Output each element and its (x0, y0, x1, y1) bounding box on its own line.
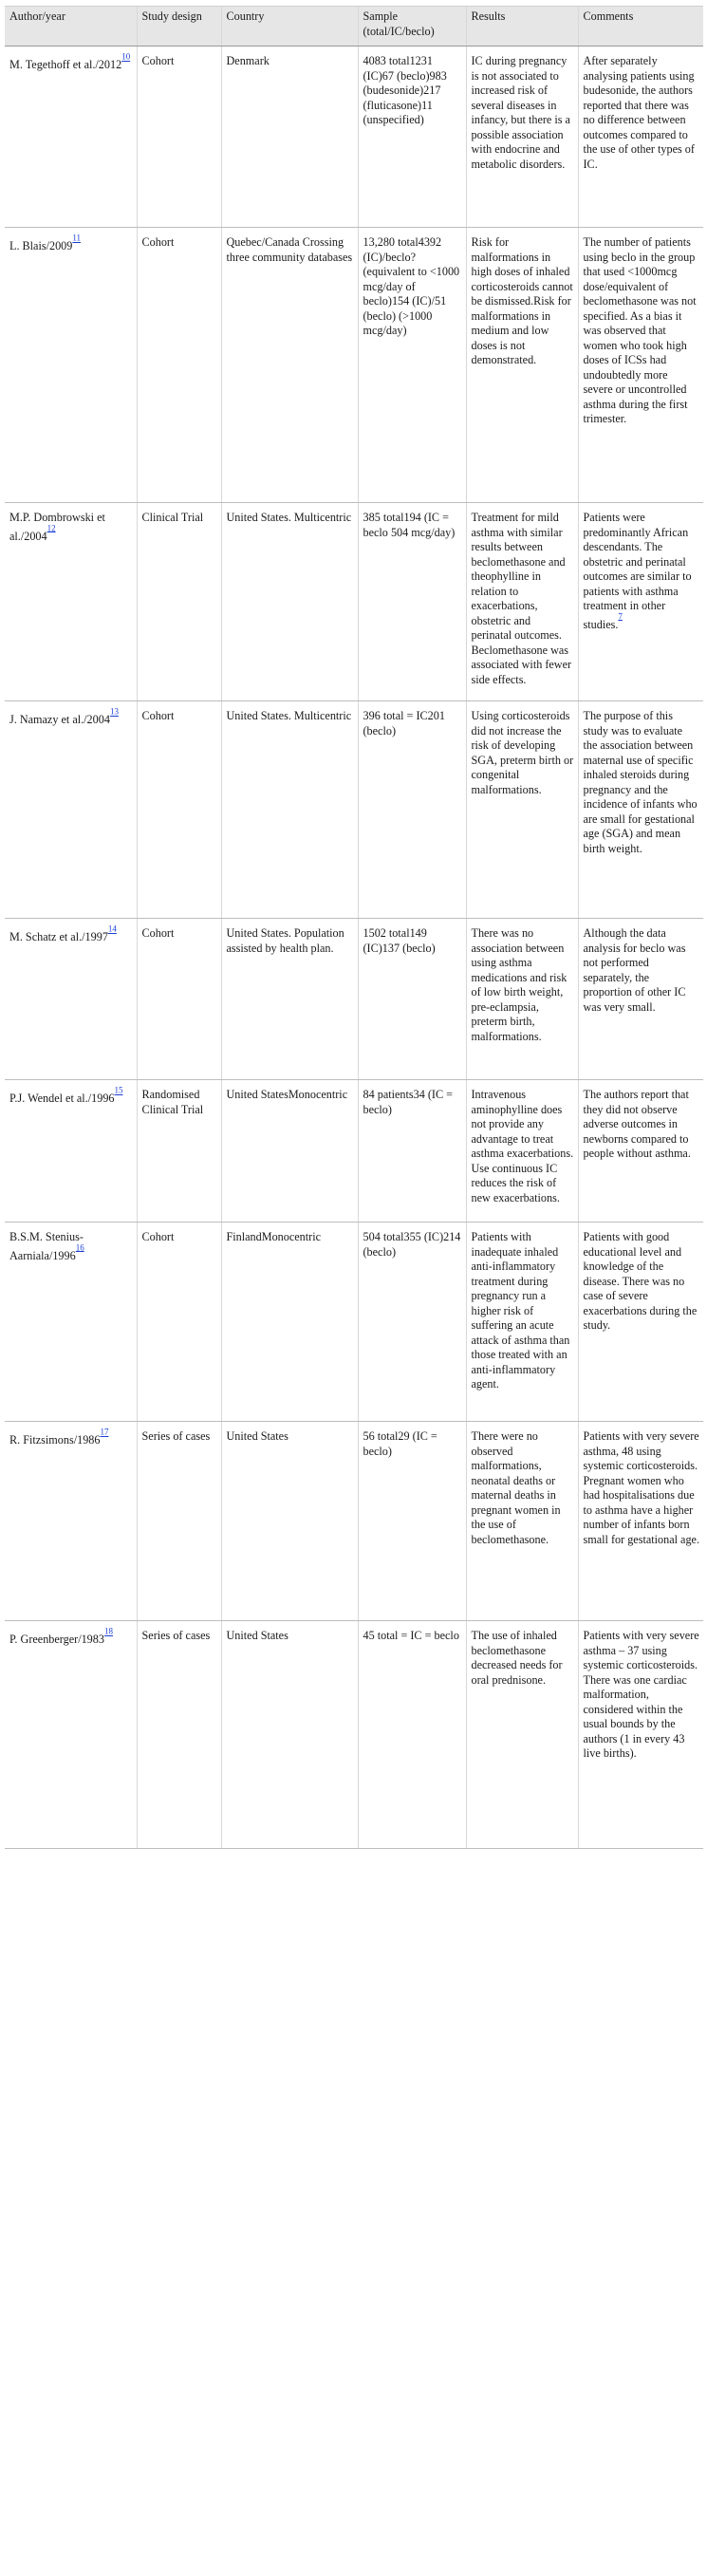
reference-link[interactable]: 15 (114, 1085, 123, 1095)
cell-author-year (5, 47, 137, 228)
cell-results: There was no association between using asthma medications and risk of low birth weight, pre-eclampsia, preterm birth, malformations. (466, 919, 578, 1080)
cell-sample: 84 patients34 (IC = beclo) (358, 1080, 466, 1223)
cell-author-year (5, 1080, 137, 1223)
cell-study-design: Randomised Clinical Trial (137, 1080, 221, 1223)
author-text: M. Schatz et al./1997 (9, 930, 108, 944)
table-row (5, 503, 703, 701)
reference-link[interactable]: 12 (47, 523, 56, 533)
cell-sample: 1502 total149 (IC)137 (beclo) (358, 919, 466, 1080)
reference-link[interactable]: 13 (109, 706, 119, 717)
cell-author-year (5, 919, 137, 1080)
table-row (5, 228, 703, 503)
cell-sample: 4083 total1231 (IC)67 (beclo)983 (budesonide)217 (fluticasone)11 (unspecified) (358, 47, 466, 228)
cell-comments (578, 503, 703, 701)
studies-table-container (5, 6, 703, 1849)
cell-sample: 45 total = IC = beclo (358, 1621, 466, 1849)
cell-results: IC during pregnancy is not associated to increased risk of several diseases in infancy, but there is a possible association with endocrine and metabolic disorders. (466, 47, 578, 228)
author-text: J. Namazy et al./2004 (9, 713, 110, 727)
table-header (5, 7, 703, 47)
header-study-design: Study design (137, 7, 221, 47)
cell-comments (578, 919, 703, 1080)
comments-text: Patients were predominantly African descendants. The obstetric and perinatal outcomes are similar to patients with asthma treatment in other studies. (583, 511, 692, 631)
cell-study-design: Cohort (137, 1223, 221, 1422)
author-text: R. Fitzsimons/1986 (9, 1433, 101, 1447)
cell-study-design: Cohort (137, 701, 221, 919)
cell-results: Risk for malformations in high doses of inhaled corticosteroids cannot be dismissed.Risk for malformations in medium and low doses is not demonstrated. (466, 228, 578, 503)
cell-sample: 385 total194 (IC = beclo 504 mcg/day) (358, 503, 466, 701)
reference-link[interactable]: 16 (75, 1242, 84, 1253)
reference-link[interactable]: 14 (107, 924, 117, 934)
comments-text: Patients with very severe asthma – 37 using systemic corticosteroids. There was one cardiac malformation, considered within the usual bounds by the authors (1 in every 43 live births). (583, 1629, 699, 1760)
cell-study-design: Clinical Trial (137, 503, 221, 701)
author-text: P.J. Wendel et al./1996 (9, 1092, 115, 1106)
cell-sample: 13,280 total4392 (IC)/beclo? (equivalent to <1000 mcg/day of beclo)154 (IC)/51 (beclo) (>1000 mcg/day) (358, 228, 466, 503)
comments-text: Patients with very severe asthma, 48 using systemic corticosteroids. Pregnant women who had hospitalisations due to asthma have a higher number of infants born small for gestational age. (583, 1429, 700, 1546)
table-row (5, 1621, 703, 1849)
reference-link[interactable]: 11 (72, 233, 82, 243)
author-text: L. Blais/2009 (9, 239, 73, 253)
cell-results: There were no observed malformations, neonatal deaths or maternal deaths in pregnant women in the use of beclomethasone. (466, 1422, 578, 1621)
cell-country: Denmark (221, 47, 358, 228)
header-row (5, 7, 703, 47)
table-row (5, 1223, 703, 1422)
author-text: M.P. Dombrowski et al./2004 (9, 511, 105, 543)
cell-study-design: Series of cases (137, 1621, 221, 1849)
cell-comments (578, 1223, 703, 1422)
author-text: M. Tegethoff et al./2012 (9, 58, 122, 72)
table-row (5, 701, 703, 919)
cell-comments (578, 1080, 703, 1223)
cell-author-year (5, 1422, 137, 1621)
cell-study-design: Cohort (137, 47, 221, 228)
cell-country: Quebec/Canada Crossing three community databases (221, 228, 358, 503)
cell-comments (578, 1422, 703, 1621)
header-author-year: Author/year (5, 7, 137, 47)
studies-table (5, 6, 703, 1849)
table-row (5, 1422, 703, 1621)
comments-text: The number of patients using beclo in the group that used <1000mcg dose/equivalent of beclomethasone was not specified. As a bias it was observed that women who took high doses of ICSs had undoubtedly more severe or uncontrolled asthma during the first trimester. (583, 235, 697, 425)
cell-study-design: Cohort (137, 919, 221, 1080)
table-row (5, 919, 703, 1080)
cell-country: United States. Population assisted by health plan. (221, 919, 358, 1080)
cell-author-year (5, 228, 137, 503)
cell-author-year (5, 503, 137, 701)
header-sample: Sample (total/IC/beclo) (358, 7, 466, 47)
cell-country: United StatesMonocentric (221, 1080, 358, 1223)
comments-text: The authors report that they did not observe adverse outcomes in newborns compared to people without asthma. (583, 1088, 691, 1160)
comments-text: After separately analysing patients using budesonide, the authors reported that there was no difference between outcomes compared to the use of other types of IC. (583, 54, 695, 171)
cell-comments (578, 228, 703, 503)
header-comments: Comments (578, 7, 703, 47)
comments-text: The purpose of this study was to evaluate the association between maternal use of specific inhaled steroids during pregnancy and the incidence of infants who are small for gestational age (SGA) and mean birth weight. (583, 709, 698, 855)
cell-country: United States (221, 1621, 358, 1849)
reference-link[interactable]: 18 (103, 1626, 113, 1636)
author-text: P. Greenberger/1983 (9, 1633, 104, 1647)
reference-link[interactable]: 10 (121, 51, 131, 62)
header-results: Results (466, 7, 578, 47)
cell-sample: 56 total29 (IC = beclo) (358, 1422, 466, 1621)
cell-study-design: Series of cases (137, 1422, 221, 1621)
cell-sample: 504 total355 (IC)214 (beclo) (358, 1223, 466, 1422)
cell-author-year (5, 701, 137, 919)
cell-comments (578, 47, 703, 228)
table-row (5, 47, 703, 228)
header-country: Country (221, 7, 358, 47)
cell-results: Intravenous aminophylline does not provide any advantage to treat asthma exacerbations. Use continuous IC reduces the risk of new exacerbations. (466, 1080, 578, 1223)
cell-comments (578, 1621, 703, 1849)
reference-link[interactable]: 7 (618, 611, 623, 622)
cell-study-design: Cohort (137, 228, 221, 503)
comments-text: Although the data analysis for beclo was not performed separately, the proportion of other IC was very small. (583, 926, 686, 1014)
reference-link[interactable]: 17 (100, 1427, 109, 1437)
cell-country: United States. Multicentric (221, 503, 358, 701)
cell-results: Using corticosteroids did not increase the risk of developing SGA, preterm birth or congenital malformations. (466, 701, 578, 919)
author-text: B.S.M. Stenius-Aarniala/1996 (9, 1230, 84, 1262)
cell-author-year (5, 1223, 137, 1422)
comments-text: Patients with good educational level and knowledge of the disease. There was no case of severe exacerbations during the study. (583, 1230, 698, 1332)
cell-country: United States (221, 1422, 358, 1621)
cell-results: Treatment for mild asthma with similar results between beclomethasone and theophylline in relation to exacerbations, obstetric and perinatal outcomes. Beclomethasone was associated with fewer side effects. (466, 503, 578, 701)
cell-author-year (5, 1621, 137, 1849)
table-row (5, 1080, 703, 1223)
cell-results: The use of inhaled beclomethasone decreased needs for oral prednisone. (466, 1621, 578, 1849)
cell-country: United States. Multicentric (221, 701, 358, 919)
cell-results: Patients with inadequate inhaled anti-inflammatory treatment during pregnancy run a higher risk of suffering an acute attack of asthma than those treated with an anti-inflammatory agent. (466, 1223, 578, 1422)
cell-comments (578, 701, 703, 919)
table-body (5, 47, 703, 1849)
cell-country: FinlandMonocentric (221, 1223, 358, 1422)
cell-sample: 396 total = IC201 (beclo) (358, 701, 466, 919)
